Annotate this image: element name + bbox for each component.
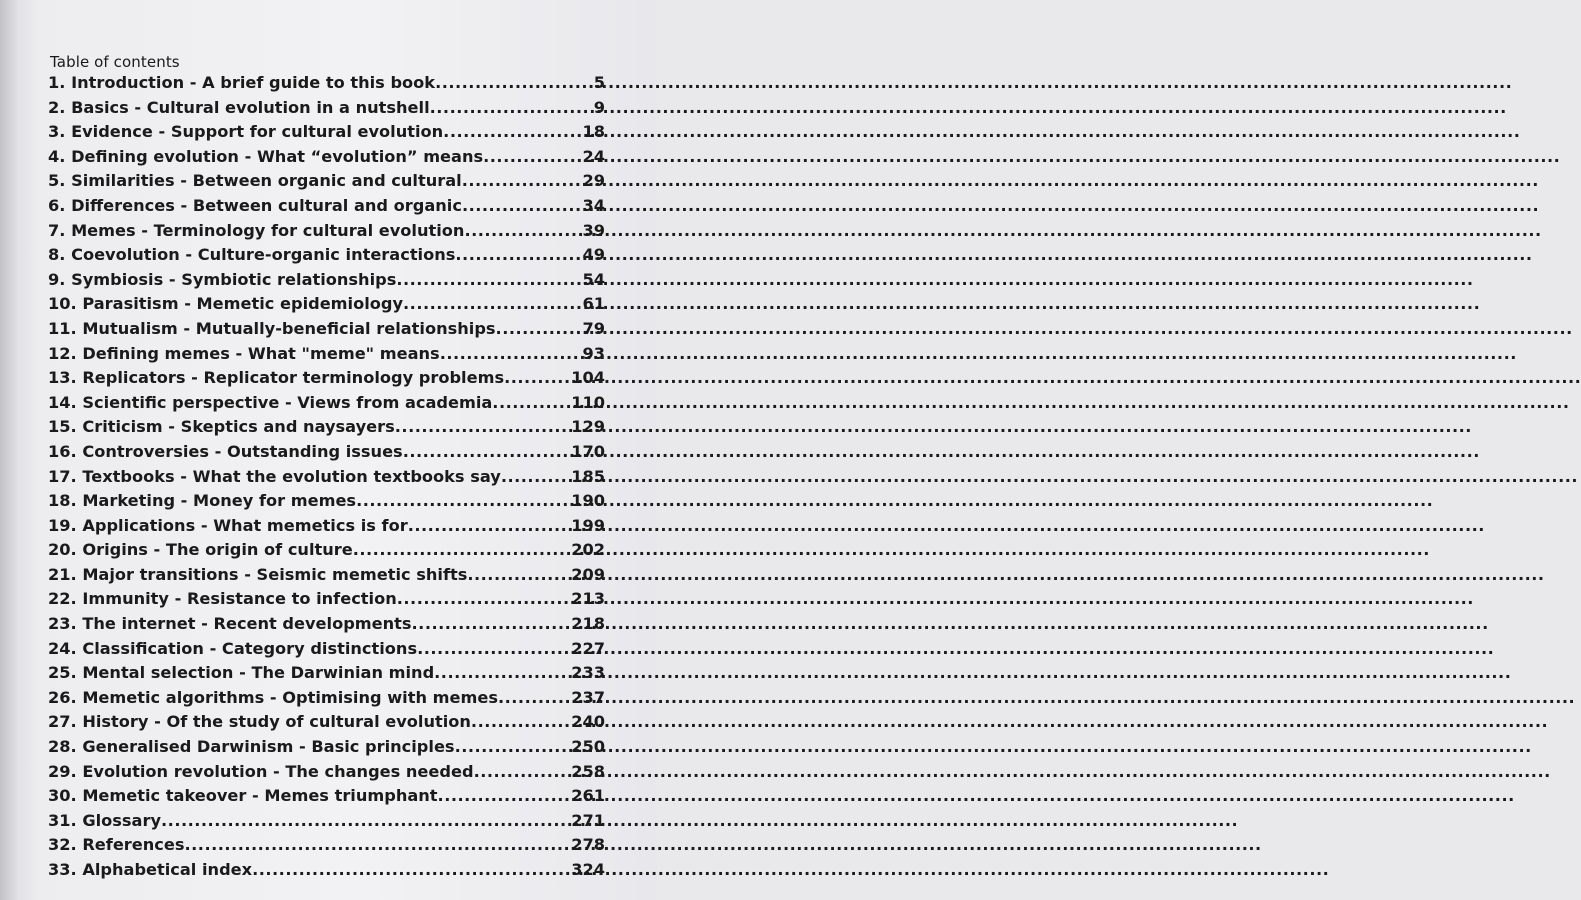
toc-entry-title: History - Of the study of cultural evolution [82, 712, 471, 732]
toc-entry-title: Textbooks - What the evolution textbooks say [82, 466, 501, 486]
toc-page-number: 199 [571, 515, 605, 535]
toc-entry-label [48, 809, 161, 834]
toc-entry-title: Replicators - Replicator terminology problems [82, 368, 505, 388]
toc-leader-dots [498, 686, 571, 711]
toc-leader-dots [492, 391, 571, 416]
toc-entry [48, 661, 605, 686]
toc-leader-dots [464, 219, 582, 244]
toc-entry-label [48, 391, 492, 416]
toc-entry-number: 15. [48, 417, 77, 437]
toc-page-number: 213 [571, 589, 605, 609]
toc-leader-dots [408, 514, 572, 539]
toc-entry-title: Major transitions - Seismic memetic shifts [82, 564, 468, 584]
toc-page-number: 324 [571, 860, 605, 879]
toc-leader-dots [430, 96, 594, 121]
toc-entry [48, 391, 605, 416]
toc-entry [48, 710, 605, 735]
toc-entry-title: Evolution revolution - The changes needed [82, 761, 474, 781]
toc-page-number: 202 [571, 540, 605, 560]
toc-page-number: 237 [571, 687, 605, 707]
toc-entry-number: 31. [48, 810, 77, 830]
toc-entry-label [48, 219, 464, 244]
toc-entry [48, 514, 605, 539]
toc-leader-dots [483, 145, 582, 170]
toc-entry-title: Evidence - Support for cultural evolution [71, 122, 444, 142]
toc-entry [48, 587, 605, 612]
toc-entry [48, 366, 605, 391]
toc-list [48, 71, 605, 883]
toc-entry-title: Classification - Category distinctions [82, 638, 418, 658]
toc-leader-dots [462, 194, 583, 219]
toc-entry-label [48, 686, 498, 711]
toc-entry [48, 489, 605, 514]
toc-entry-label [48, 735, 455, 760]
toc-entry-number: 33. [48, 860, 77, 879]
toc-leader-dots [403, 292, 582, 317]
toc-page-number: 34 [582, 195, 605, 215]
toc-entry-label [48, 710, 471, 735]
toc-page-number: 110 [571, 392, 605, 412]
toc-entry-number: 5. [48, 171, 66, 191]
toc-leader-dots [412, 612, 572, 637]
toc-entry-title: Immunity - Resistance to infection [82, 589, 397, 609]
toc-entry [48, 219, 605, 244]
toc-entry-title: Differences - Between cultural and organic [71, 195, 462, 215]
toc-entry-label [48, 268, 396, 293]
toc-entry-title: Applications - What memetics is for [82, 515, 408, 535]
toc-entry-label [48, 169, 462, 194]
toc-leader-dots [434, 661, 571, 686]
toc-entry-title: Origins - The origin of culture [82, 540, 353, 560]
toc-entry-number: 28. [48, 737, 77, 757]
toc-entry-number: 27. [48, 712, 77, 732]
toc-entry-title: Alphabetical index [82, 860, 253, 879]
toc-entry-number: 21. [48, 564, 77, 584]
toc-leader-dots [353, 538, 571, 563]
toc-page-number: 54 [582, 269, 605, 289]
toc-entry-title: Parasitism - Memetic epidemiology [82, 294, 404, 314]
toc-entry-title: References [82, 835, 185, 855]
toc-leader-dots [504, 366, 571, 391]
toc-entry [48, 538, 605, 563]
toc-entry-label [48, 292, 403, 317]
toc-entry-label [48, 637, 417, 662]
toc-entry-title: Generalised Darwinism - Basic principles [82, 737, 455, 757]
toc-entry-label [48, 538, 353, 563]
toc-entry-label [48, 587, 397, 612]
toc-entry-label [48, 440, 403, 465]
toc-page-number: 18 [582, 122, 605, 142]
toc-entry-title: Glossary [82, 810, 162, 830]
toc-entry [48, 342, 605, 367]
toc-entry-label [48, 784, 438, 809]
toc-entry [48, 809, 605, 834]
toc-entry-number: 22. [48, 589, 77, 609]
toc-leader-dots [252, 858, 571, 883]
toc-page-number: 39 [582, 220, 605, 240]
toc-entry-number: 6. [48, 195, 66, 215]
toc-page-number: 261 [571, 786, 605, 806]
toc-page-number: 29 [582, 171, 605, 191]
toc-page-number: 61 [582, 294, 605, 314]
toc-entry-label [48, 317, 496, 342]
toc-leader-dots [467, 563, 571, 588]
toc-entry-number: 2. [48, 97, 66, 117]
toc-title: Table of contents [50, 53, 180, 71]
toc-page-number: 129 [571, 417, 605, 437]
toc-entry-number: 10. [48, 294, 77, 314]
toc-entry-label [48, 71, 435, 96]
toc-entry [48, 120, 605, 145]
toc-entry-number: 7. [48, 220, 66, 240]
toc-entry-label [48, 612, 412, 637]
toc-entry-label [48, 120, 443, 145]
toc-entry-number: 24. [48, 638, 77, 658]
toc-entry-label [48, 514, 408, 539]
toc-page-number: 271 [571, 810, 605, 830]
toc-entry-title: Defining memes - What "meme" means [82, 343, 440, 363]
toc-entry-label [48, 833, 185, 858]
toc-entry [48, 243, 605, 268]
toc-entry-title: Memetic algorithms - Optimising with memes [82, 687, 498, 707]
toc-leader-dots [462, 169, 583, 194]
toc-entry [48, 563, 605, 588]
toc-entry-title: Basics - Cultural evolution in a nutshell [71, 97, 430, 117]
toc-page-number: 9 [593, 97, 605, 117]
toc-entry [48, 317, 605, 342]
toc-leader-dots [395, 415, 571, 440]
toc-leader-dots [443, 120, 582, 145]
toc-entry-title: The internet - Recent developments [82, 614, 412, 634]
toc-entry-number: 4. [48, 146, 66, 166]
toc-page-number: 233 [571, 663, 605, 683]
toc-entry-number: 25. [48, 663, 77, 683]
toc-entry-number: 26. [48, 687, 77, 707]
toc-leader-dots [356, 489, 571, 514]
toc-entry-label [48, 563, 467, 588]
toc-entry [48, 686, 605, 711]
toc-entry [48, 145, 605, 170]
toc-entry-number: 3. [48, 122, 66, 142]
toc-entry-title: Introduction - A brief guide to this book [71, 73, 436, 92]
toc-leader-dots [440, 342, 583, 367]
toc-entry-label [48, 489, 356, 514]
toc-entry-label [48, 760, 474, 785]
toc-leader-dots [161, 809, 571, 834]
toc-entry-label [48, 96, 430, 121]
toc-entry [48, 735, 605, 760]
toc-entry-number: 13. [48, 368, 77, 388]
toc-entry-label [48, 465, 501, 490]
toc-leader-dots [455, 735, 572, 760]
toc-entry-number: 8. [48, 245, 66, 265]
toc-page-number: 49 [582, 245, 605, 265]
toc-entry-title: Defining evolution - What “evolution” means [71, 146, 484, 166]
toc-page-number: 250 [571, 737, 605, 757]
toc-entry-label [48, 194, 462, 219]
toc-entry [48, 415, 605, 440]
toc-entry-number: 16. [48, 441, 77, 461]
toc-leader-dots [438, 784, 572, 809]
toc-page-number: 218 [571, 614, 605, 634]
toc-leader-dots [496, 317, 583, 342]
toc-entry-number: 29. [48, 761, 77, 781]
toc-entry-label [48, 415, 395, 440]
toc-page-number: 258 [571, 761, 605, 781]
toc-entry-number: 18. [48, 491, 77, 511]
toc-page-number: 79 [582, 318, 605, 338]
toc-leader-dots [417, 637, 571, 662]
toc-entry-title: Controversies - Outstanding issues [82, 441, 403, 461]
toc-entry-number: 23. [48, 614, 77, 634]
toc-page-number: 209 [571, 564, 605, 584]
toc-entry [48, 194, 605, 219]
toc-entry-number: 9. [48, 269, 66, 289]
toc-entry [48, 784, 605, 809]
toc-entry-number: 11. [48, 318, 77, 338]
toc-leader-dots [397, 587, 571, 612]
toc-page-number: 278 [571, 835, 605, 855]
toc-entry [48, 71, 605, 96]
toc-entry [48, 169, 605, 194]
toc-entry-label [48, 858, 252, 883]
toc-page-number: 185 [571, 466, 605, 486]
toc-entry-number: 1. [48, 73, 66, 92]
toc-entry-title: Memetic takeover - Memes triumphant [82, 786, 438, 806]
toc-leader-dots [185, 833, 572, 858]
toc-leader-dots [455, 243, 582, 268]
toc-entry-title: Memes - Terminology for cultural evolution [71, 220, 465, 240]
toc-page-number: 24 [582, 146, 605, 166]
toc-entry [48, 268, 605, 293]
toc-entry-label [48, 661, 434, 686]
toc-entry-label [48, 342, 440, 367]
toc-leader-dots [403, 440, 572, 465]
toc-entry-title: Criticism - Skeptics and naysayers [82, 417, 395, 437]
toc-entry-number: 32. [48, 835, 77, 855]
toc-page-number: 170 [571, 441, 605, 461]
toc-entry [48, 465, 605, 490]
toc-leader-dots [474, 760, 572, 785]
toc-entry-label [48, 366, 504, 391]
toc-entry [48, 96, 605, 121]
toc-leader-dots [501, 465, 571, 490]
toc-entry-number: 19. [48, 515, 77, 535]
toc-entry-label [48, 243, 455, 268]
toc-entry-number: 30. [48, 786, 77, 806]
toc-entry [48, 440, 605, 465]
toc-entry-number: 14. [48, 392, 77, 412]
toc-leader-dots [396, 268, 582, 293]
book-page [0, 0, 657, 900]
toc-entry-title: Marketing - Money for memes [82, 491, 357, 511]
toc-leader-dots [471, 710, 571, 735]
toc-entry [48, 637, 605, 662]
toc-entry [48, 760, 605, 785]
toc-entry-number: 17. [48, 466, 77, 486]
toc-page-number: 93 [582, 343, 605, 363]
toc-entry-title: Similarities - Between organic and cultural [71, 171, 462, 191]
toc-entry [48, 858, 605, 883]
toc-entry-number: 20. [48, 540, 77, 560]
toc-entry-title: Mutualism - Mutually-beneficial relationships [82, 318, 496, 338]
toc-page-number: 104 [571, 368, 605, 388]
toc-page-number: 5 [593, 73, 605, 92]
toc-page-number: 227 [571, 638, 605, 658]
toc-entry-number: 12. [48, 343, 77, 363]
toc-entry [48, 612, 605, 637]
toc-entry-title: Scientific perspective - Views from academia [82, 392, 493, 412]
toc-page-number: 240 [571, 712, 605, 732]
toc-entry-title: Mental selection - The Darwinian mind [82, 663, 435, 683]
toc-entry [48, 833, 605, 858]
toc-page-number: 190 [571, 491, 605, 511]
toc-entry [48, 292, 605, 317]
toc-entry-title: Coevolution - Culture-organic interactions [71, 245, 456, 265]
toc-leader-dots [435, 71, 594, 96]
toc-entry-label [48, 145, 483, 170]
toc-entry-title: Symbiosis - Symbiotic relationships [71, 269, 397, 289]
